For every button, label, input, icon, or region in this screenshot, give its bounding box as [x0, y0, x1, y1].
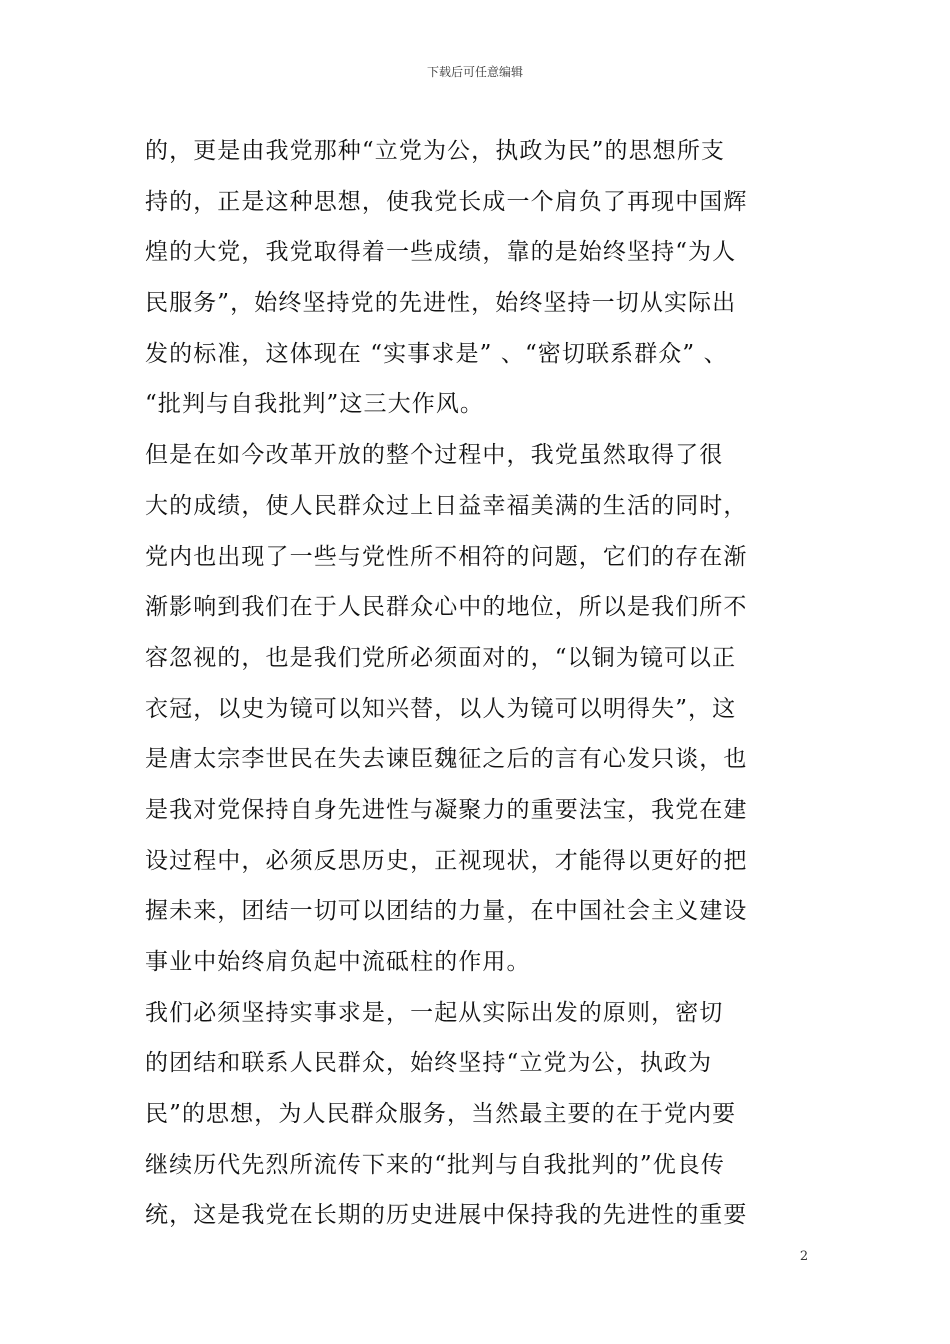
text-line: 是唐太宗李世民在失去谏臣魏征之后的言有心发只谈，也: [145, 746, 748, 773]
document-body: [145, 126, 805, 1241]
page-header-note: 下载后可任意编辑: [426, 65, 523, 79]
text-line: 容忽视的，也是我们党所必须面对的，“以铜为镜可以正: [145, 644, 737, 671]
text-line: 党内也出现了一些与党性所不相符的问题，它们的存在渐: [145, 543, 748, 570]
text-line: 设过程中，必须反思历史，正视现状，才能得以更好的把: [145, 847, 748, 874]
text-line: 衣冠，以史为镜可以知兴替，以人为镜可以明得失”，这: [145, 695, 737, 722]
text-line: 大的成绩，使人民群众过上日益幸福美满的生活的同时，: [145, 492, 748, 519]
text-line: 煌的大党，我党取得着一些成绩，靠的是始终坚持“为人: [145, 239, 737, 266]
text-line: 的团结和联系人民群众，始终坚持“立党为公，执政为: [145, 1050, 713, 1077]
text-line: “批判与自我批判”这三大作风。: [145, 391, 485, 418]
text-line: 统，这是我党在长期的历史进展中保持我的先进性的重要: [145, 1202, 748, 1229]
text-line: 的，更是由我党那种“立党为公，执政为民”的思想所支: [145, 138, 726, 164]
text-line: 持的，正是这种思想，使我党长成一个肩负了再现中国辉: [145, 188, 748, 215]
text-line: 民”的思想，为人民群众服务，当然最主要的在于党内要: [145, 1101, 737, 1128]
text-line: 是我对党保持自身先进性与凝聚力的重要法宝，我党在建: [145, 796, 748, 823]
text-line: 发的标准，这体现在 “实事求是” 、“密切联系群众” 、: [145, 340, 728, 367]
text-line: 握未来，团结一切可以团结的力量，在中国社会主义建设: [145, 898, 748, 925]
text-line: 事业中始终肩负起中流砥柱的作用。: [145, 949, 531, 975]
text-line: 民服务”，始终坚持党的先进性，始终坚持一切从实际出: [145, 290, 737, 317]
text-line: 渐影响到我们在于人民群众心中的地位，所以是我们所不: [145, 594, 748, 621]
page-number: 2: [799, 1249, 809, 1264]
text-line: 但是在如今改革开放的整个过程中，我党虽然取得了很: [145, 442, 724, 469]
text-line: 继续历代先烈所流传下来的“批判与自我批判的”优良传: [145, 1151, 726, 1178]
text-line: 我们必须坚持实事求是，一起从实际出发的原则，密切: [145, 999, 724, 1026]
